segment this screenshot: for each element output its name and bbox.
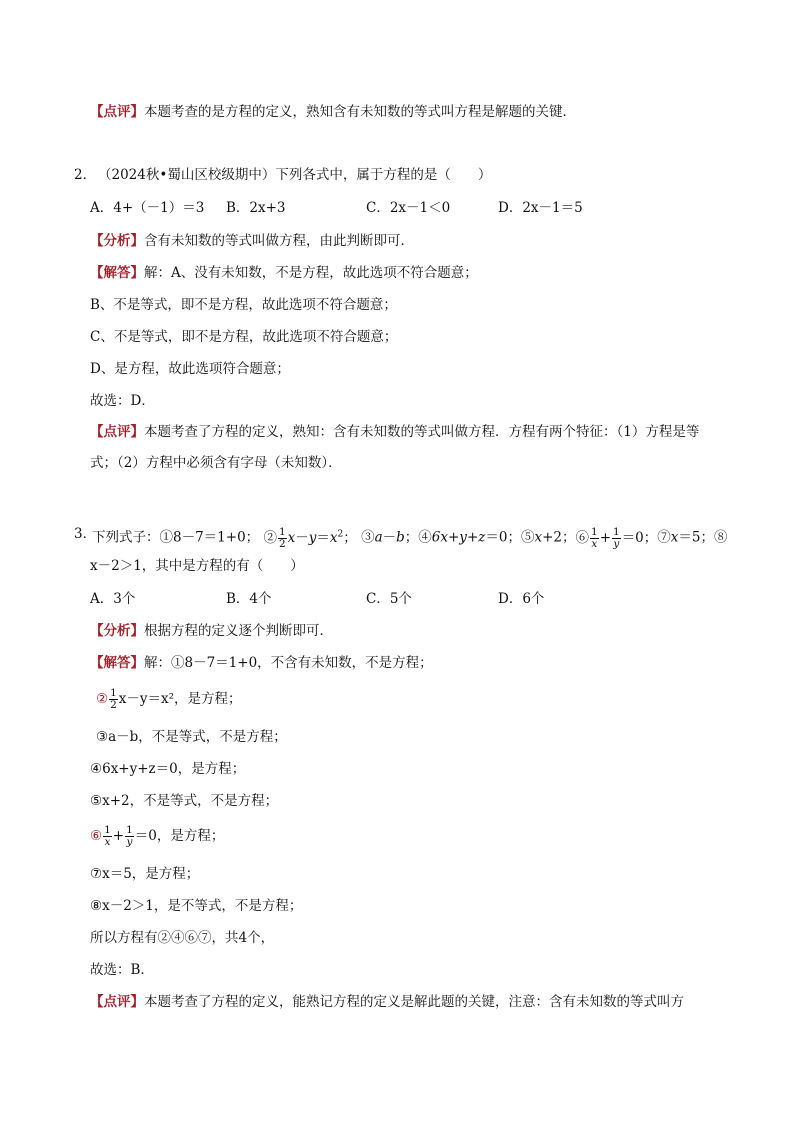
- answer-text: 解：A、没有未知数，不是方程，故此选项不符合题意；: [144, 265, 478, 281]
- question-2-answer-line-3: C、不是等式，即不是方程，故此选项不符合题意；: [90, 329, 398, 345]
- answer-item-8: ⑧x－2＞1，是不等式，不是方程；: [90, 898, 303, 914]
- question-2-stem: （2024秋•蜀山区校级期中）下列各式中，属于方程的是（ ）: [98, 167, 492, 183]
- option-a: A．3个: [90, 591, 136, 607]
- question-2-choice: 故选：D．: [90, 393, 155, 409]
- option-b: B．4个: [226, 591, 272, 607]
- comment-text-1: 本题考查了方程的定义，熟知：含有未知数的等式叫做方程．方程有两个特征：（1）方程是等: [144, 424, 700, 440]
- answer-tag: 【解答】: [90, 265, 144, 281]
- option-c: C．2x－1＜0: [366, 200, 451, 216]
- question-2-options: [90, 198, 734, 218]
- fraction-half: $\frac{1}{2}$: [278, 525, 286, 550]
- comment-tag: 【点评】: [90, 104, 144, 120]
- question-2-answer-line-1: [90, 263, 734, 283]
- question-2-answer-line-2: B、不是等式，即不是方程，故此选项不符合题意；: [90, 297, 397, 313]
- answer-item-6: ⑥ $\frac{1}{x}$ + $\frac{1}{y}$ ＝0，是方程；: [90, 824, 225, 848]
- prev-comment: [90, 102, 734, 122]
- stem-item-2: ② $\frac{1}{2}$ $x-y=x^2$；: [263, 525, 357, 550]
- analysis-tag: 【分析】: [90, 233, 144, 249]
- answer-item-7: ⑦x＝5，是方程；: [90, 866, 200, 882]
- question-3-answer-line-1: [90, 653, 734, 673]
- option-b: B．2x+3: [226, 200, 286, 216]
- stem-item-5: ⑤x+2；: [520, 529, 576, 546]
- question-3-analysis: [90, 621, 734, 641]
- stem-item-7: ⑦x＝5；⑧: [657, 529, 728, 546]
- fraction-half: $\frac{1}{2}$: [110, 687, 117, 711]
- question-2-number: 2．: [74, 167, 97, 183]
- comment-tag: 【点评】: [90, 994, 144, 1010]
- question-3-comment: [90, 992, 734, 1012]
- question-3-stem: [92, 524, 734, 550]
- comment-text: 本题考查了方程的定义，能熟记方程的定义是解此题的关键，注意：含有未知数的等式叫方: [144, 994, 684, 1010]
- stem-item-6: ⑥ $\frac{1}{x}$ + $\frac{1}{y}$ ＝0；: [575, 525, 658, 550]
- question-2-comment-line-2: 式；（2）方程中必须含有字母（未知数）．: [90, 455, 342, 471]
- stem-item-1: ①8－7＝1+0；: [159, 529, 260, 546]
- stem-item-4: ④6x+y+z＝0；: [418, 529, 521, 546]
- fraction-one-over-x: $\frac{1}{x}$: [104, 824, 111, 848]
- option-a: A．4+（－1）＝3: [90, 200, 205, 216]
- analysis-tag: 【分析】: [90, 623, 144, 639]
- question-2-comment: [90, 422, 734, 442]
- question-2-answer-line-4: D、是方程，故此选项符合题意；: [90, 361, 290, 377]
- option-d: D．6个: [498, 591, 545, 607]
- question-3-options: [90, 589, 734, 609]
- question-3-stem-line-2: x－2＞1，其中是方程的有（ ）: [90, 558, 304, 574]
- stem-item-3: ③a－b；: [361, 529, 419, 546]
- stem-prefix: 下列式子：: [92, 529, 160, 546]
- comment-tag: 【点评】: [90, 424, 144, 440]
- option-c: C．5个: [366, 591, 412, 607]
- analysis-text: 根据方程的定义逐个判断即可．: [144, 623, 333, 639]
- question-2-analysis: [90, 231, 734, 251]
- answer-intro: 解：: [144, 655, 171, 671]
- answer-item-5: ⑤x+2，不是等式，不是方程；: [90, 793, 279, 809]
- question-3-number: 3．: [74, 526, 97, 542]
- answer-item-3: ③a－b，不是等式，不是方程；: [96, 729, 287, 745]
- answer-summary: 所以方程有②④⑥⑦，共4个，: [90, 930, 275, 946]
- fraction-one-over-y: $\frac{1}{y}$: [126, 824, 133, 848]
- analysis-text: 含有未知数的等式叫做方程，由此判断即可．: [144, 233, 414, 249]
- option-d: D．2x－1＝5: [498, 200, 583, 216]
- comment-text: 本题考查的是方程的定义，熟知含有未知数的等式叫方程是解题的关键．: [144, 104, 576, 120]
- answer-item-2: ② $\frac{1}{2}$ x－y＝x²，是方程；: [96, 687, 242, 711]
- answer-tag: 【解答】: [90, 655, 144, 671]
- answer-choice: 故选：B．: [90, 962, 154, 978]
- answer-item-1: ①8－7＝1+0，不含有未知数，不是方程；: [171, 655, 433, 671]
- answer-item-4: ④6x+y+z＝0，是方程；: [90, 761, 246, 777]
